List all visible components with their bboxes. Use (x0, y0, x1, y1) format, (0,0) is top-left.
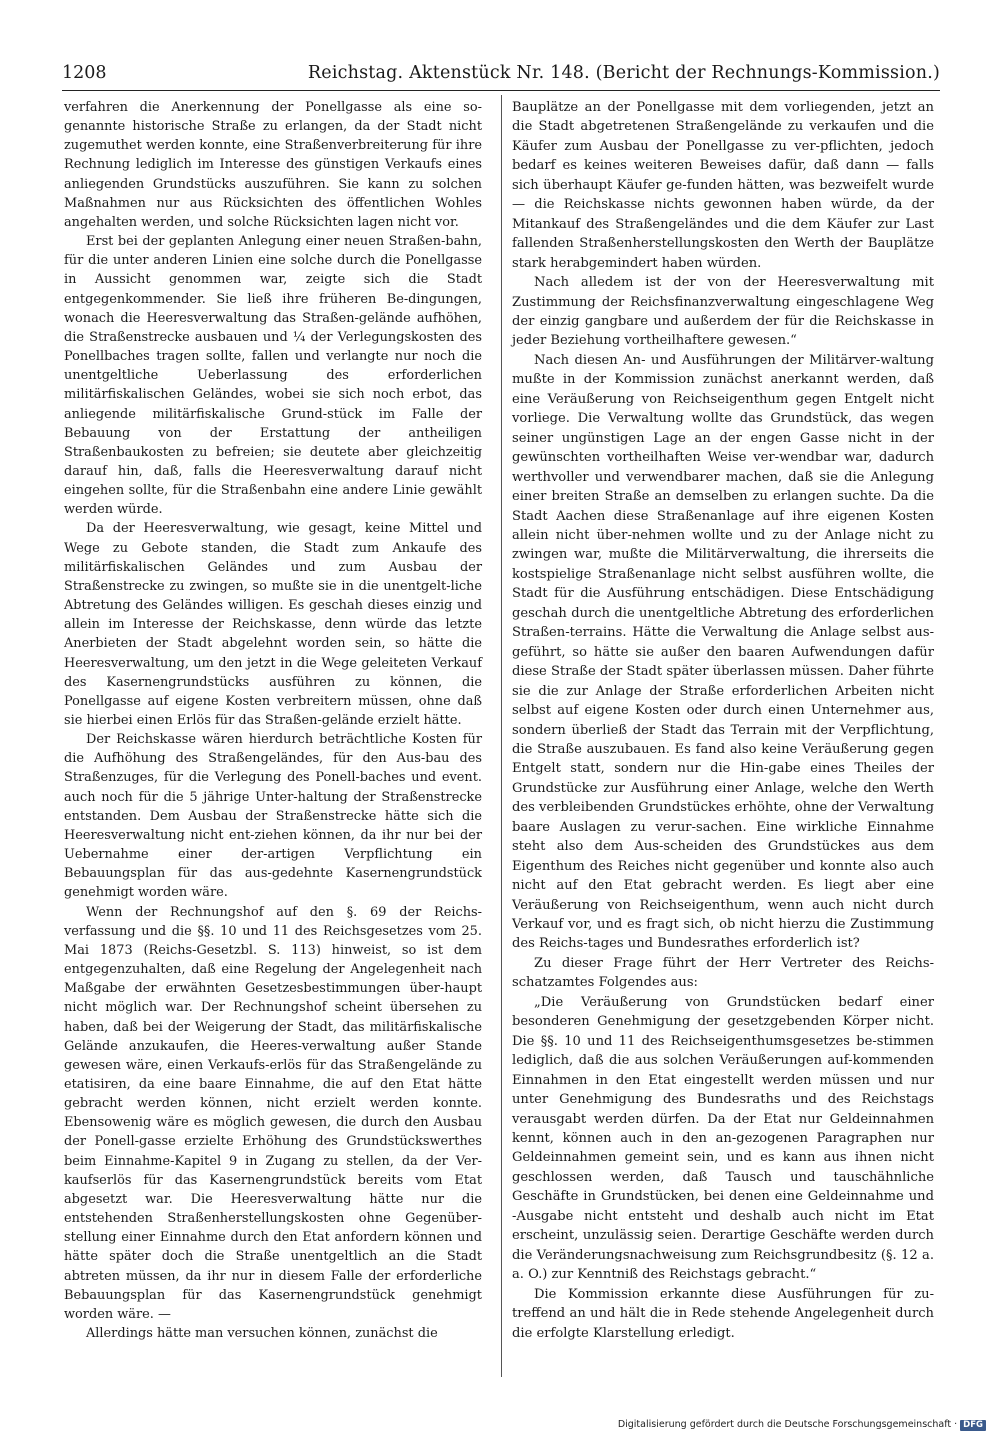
paragraph: Erst bei der geplanten Anlegung einer neuen Straßen-bahn, für die unter anderen Linien eine solche durch die Ponellgasse in Aussicht genommen war, zeigte sich die Stadt entgegenkommender. Sie ließ ihre früheren Be-dingungen, wonach die Heeresverwaltung das Straßen-gelände aufhöhen, die Straßenstrecke ausbauen und ¼ der Verlegungskosten des Ponellbaches tragen sollte, fallen und verlangte nur noch die unentgeltliche Ueberlassung des erforderlichen militärfiskalischen Geländes, wobei sie sich noch erbot, das anliegende militärfiskalische Grund-stück im Falle der Bebauung von der Erstattung der antheiligen Straßenbaukosten zu befreien; sie deutete aber gleichzeitig darauf hin, daß, falls die Heeresverwaltung darauf nicht eingehen sollte, für die Straßenbahn eine andere Linie gewählt werden würde. (64, 234, 482, 518)
right-column (512, 98, 934, 1343)
paragraph: Nach alledem ist der von der Heeresverwaltung mit Zustimmung der Reichsfinanzverwaltung eingeschlagene Weg der einzig gangbare und außerdem der für die Reichskasse in jeder Beziehung vortheilhaftere gewesen.“ (512, 275, 934, 349)
page-header (62, 58, 940, 88)
paragraph: Nach diesen An- und Ausführungen der Militärver-waltung mußte in der Kommission zunächst anerkannt werden, daß eine Veräußerung von Reichseigenthum gegen Entgelt nicht vorliege. Die Verwaltung wollte das Grundstück, das wegen seiner ungünstigen Lage an der engen Gasse nicht in der gewünschten vortheilhaften Weise ver-wendbar war, dadurch werthvoller und verwendbarer machen, daß sie die Anlegung einer breiten Straße an demselben zu erlangen suchte. Da die Stadt Aachen diese Straßenanlage auf ihre eigenen Kosten allein nicht über-nehmen wollte und zu der Anlage nicht zu zwingen war, mußte die Militärverwaltung, die ihrerseits die kostspielige Straßenanlage nicht selbst ausführen wollte, die Stadt für die Ausführung entschädigen. Diese Entschädigung geschah durch die unentgeltliche Abtretung des erforderlichen Straßen-terrains. Hätte die Verwaltung die Anlage selbst aus-geführt, so hätte sie außer den baaren Aufwendungen dafür diese Straße der Stadt später überlassen müssen. Daher führte sie die zur Anlage der Straße erforderlichen Arbeiten nicht selbst auf eigene Kosten oder durch einen Unternehmer aus, sondern überließ der Stadt das Terrain mit der Verpflichtung, die Straße auszubauen. Es fand also keine Veräußerung gegen Entgelt statt, sondern nur die Hin-gabe eines Theiles der Grundstücke zur Ausführung einer Anlage, welche den Werth des verbleibenden Grundstückes erhöhte, ohne der Verwaltung baare Auslagen zu verur-sachen. Eine wirkliche Einnahme steht also dem Aus-scheiden des Grundstückes aus dem Eigenthum des Reiches nicht gegenüber und konnte also auch nicht auf den Etat gebracht werden. Es liegt aber eine Veräußerung von Reichseigenthum, wenn auch nicht durch Verkauf vor, und es fragt sich, ob nicht hierzu die Zustimmung des Reichs-tages und Bundesrathes erforderlich ist? (512, 352, 934, 952)
paragraph: verfahren die Anerkennung der Ponellgasse als eine so-genannte historische Straße zu erlangen, da der Stadt nicht zugemuthet werden konnte, eine Straßenverbreiterung für ihre Rechnung lediglich im Interesse des günstigen Verkaufs eines anliegenden Grundstücks auszuführen. Sie kann zu solchen Maßnahmen nur aus Rücksichten des öffentlichen Wohles angehalten werden, und solche Rücksichten lagen nicht vor. (64, 100, 482, 230)
dfg-logo: DFG (960, 1420, 986, 1431)
running-title: Reichstag. Aktenstück Nr. 148. (Bericht der Rechnungs-Kommission.) (307, 63, 940, 83)
digitization-footer (618, 1419, 986, 1431)
paragraph: Zu dieser Frage führt der Herr Vertreter des Reichs-schatzamtes Folgendes aus: (512, 955, 934, 991)
page-number: 1208 (62, 63, 107, 83)
paragraph: Allerdings hätte man versuchen können, zunächst die (86, 1326, 438, 1341)
paragraph: Da der Heeresverwaltung, wie gesagt, keine Mittel und Wege zu Gebote standen, die Stadt zum Ankaufe des militärfiskalischen Geländes und zum Ausbau der Straßenstrecke zu zwingen, so mußte sie in die unentgelt-liche Abtretung des Geländes willigen. Es geschah dieses einzig und allein im Interesse der Reichskasse, denn würde das letzte Anerbieten der Stadt abgelehnt worden sein, so hätte die Heeresverwaltung, um den jetzt in die Wege geleiteten Verkauf des Kasernengrundstücks ausführen zu können, die Ponellgasse auf eigene Kosten verbreitern müssen, ohne daß sie hierbei einen Erlös für das Straßen-gelände erzielt hätte. (64, 521, 482, 728)
paragraph: Wenn der Rechnungshof auf den §. 69 der Reichs-verfassung und die §§. 10 und 11 des Reichsgesetzes vom 25. Mai 1873 (Reichs-Gesetzbl. S. 113) hinweist, so ist dem entgegenzuhalten, daß eine Regelung der Angelegenheit nach Maßgabe der erwähnten Gesetzesbestimmungen über-haupt nicht möglich war. Der Rechnungshof scheint übersehen zu haben, daß bei der Weigerung der Stadt, das militärfiskalische Gelände anzukaufen, die Heeres-verwaltung außer Stande gewesen wäre, einen Verkaufs-erlös für das Straßengelände zu etatisiren, da eine baare Einnahme, die auf den Etat hätte gebracht werden können, nicht erzielt werden konnte. Ebensowenig wäre es möglich gewesen, die durch den Ausbau der Ponell-gasse erzielte Erhöhung des Grundstückswerthes beim Einnahme-Kapitel 9 in Zugang zu stellen, da der Ver-kaufserlös für das Kasernengrundstück bereits vom Etat abgesetzt war. Die Heeresverwaltung hätte nur die entstehenden Straßenherstellungskosten ohne Gegenüber-stellung einer Einnahme durch den Etat anfordern können und hätte später doch die Straße unentgeltlich an die Stadt abtreten müssen, da ihr nur in diesem Falle der erforderliche Bebauungsplan für das Kasernengrundstück genehmigt worden wäre. — (64, 904, 482, 1322)
paragraph: Die Kommission erkannte diese Ausführungen für zu-treffend an und hält die in Rede stehende Angelegenheit durch die erfolgte Klarstellung erledigt. (512, 1286, 934, 1341)
quoted-paragraph: „Die Veräußerung von Grundstücken bedarf einer besonderen Genehmigung der gesetzgebenden Körper nicht. Die §§. 10 und 11 des Reichseigenthumsgesetzes be-stimmen lediglich, daß die aus solchen Veräußerungen auf-kommenden Einnahmen in den Etat eingestellt werden müssen und nur unter Genehmigung des Bundesraths und des Reichstags verausgabt werden dürfen. Da der Etat nur Geldeinnahmen kennt, können auch in den an-gezogenen Paragraphen nur Geldeinnahmen gemeint sein, und es kann aus ihnen nicht geschlossen werden, daß Tausch und tauschähnliche Geschäfte in Grundstücken, bei denen eine Geldeinnahme und -Ausgabe nicht entsteht und deshalb auch nicht im Etat erscheint, unzulässig seien. Derartige Geschäfte werden durch die Veränderungsnachweisung zum Reichsgrundbesitz (§. 12 a. a. O.) zur Kenntniß des Reichstags gebracht.“ (512, 994, 934, 1283)
footer-text: Digitalisierung gefördert durch die Deutsche Forschungsgemeinschaft · (617, 1419, 958, 1430)
paragraph: Der Reichskasse wären hierdurch beträchtliche Kosten für die Aufhöhung des Straßengeländes, für den Aus-bau des Straßenzuges, für die Verlegung des Ponell-baches und event. auch noch für die 5 jährige Unter-haltung der Straßenstrecke entstanden. Dem Ausbau der Straßenstrecke hätte sich die Heeresverwaltung nicht ent-ziehen können, da ihr nur bei der Uebernahme einer der-artigen Verpflichtung ein Bebauungsplan für das aus-gedehnte Kasernengrundstück genehmigt worden wäre. (64, 732, 482, 901)
column-divider (501, 95, 502, 1377)
header-rule (62, 90, 940, 91)
left-column (64, 98, 482, 1343)
paragraph: Bauplätze an der Ponellgasse mit dem vorliegenden, jetzt an die Stadt abgetretenen Straßengelände zu verkaufen und die Käufer zum Ausbau der Ponellgasse zu ver-pflichten, jedoch bedarf es keines weiteren Beweises dafür, daß dann — falls sich überhaupt Käufer ge-funden hätten, was bezweifelt wurde — die Reichskasse nichts gewonnen haben würde, da der Mitankauf des Straßengeländes und die dem Käufer zur Last fallenden Straßenherstellungskosten den Werth der Bauplätze stark herabgemindert haben würden. (512, 100, 934, 271)
